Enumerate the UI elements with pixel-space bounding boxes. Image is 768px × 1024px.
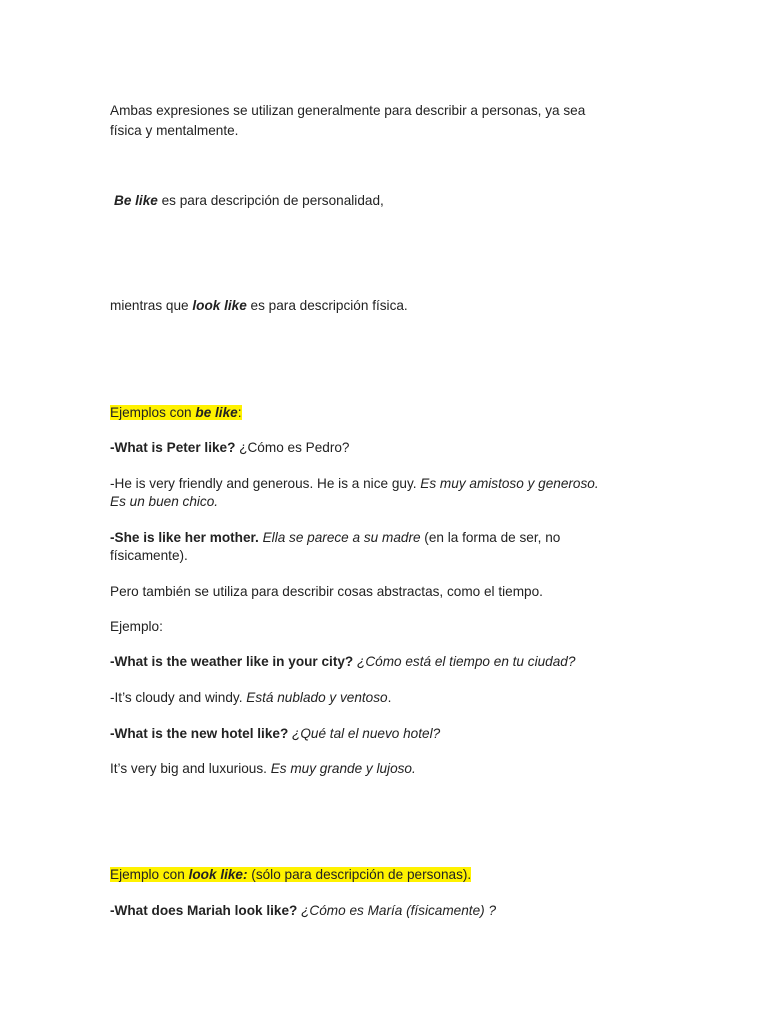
- intro-line-2: física y mentalmente.: [110, 123, 239, 138]
- look-like-description: [110, 297, 408, 315]
- example-question-2: [110, 653, 575, 671]
- sentence-en: -She is like her mother.: [110, 530, 259, 545]
- answer-en: -He is very friendly and generous. He is a nice guy.: [110, 476, 421, 491]
- be-like-description: [114, 192, 384, 210]
- abstract-note: Pero también se utiliza para describir cosas abstractas, como el tiempo.: [110, 584, 543, 599]
- question-en: -What is the new hotel like?: [110, 726, 289, 741]
- heading-term: look like:: [188, 867, 248, 882]
- question-es: ¿Cómo es María (físicamente) ?: [297, 903, 497, 918]
- answer-es: Es muy amistoso y generoso.: [420, 476, 599, 491]
- be-like-description-text: es para descripción de personalidad,: [157, 193, 384, 208]
- look-like-pre: mientras que: [110, 298, 193, 313]
- question-es: ¿Qué tal el nuevo hotel?: [288, 726, 441, 741]
- question-en: -What is the weather like in your city?: [110, 654, 354, 669]
- heading-post: :: [237, 405, 242, 420]
- look-like-term: look like: [192, 298, 247, 313]
- example-answer-1-line-2: Es un buen chico.: [110, 494, 219, 509]
- sentence-es: Ella se parece a su madre: [258, 530, 421, 545]
- be-like-examples-heading: [110, 404, 242, 422]
- example-answer-2: [110, 689, 391, 707]
- heading-term: be like: [195, 405, 238, 420]
- intro-line-1: Ambas expresiones se utilizan generalmente para describir a personas, ya sea: [110, 103, 586, 118]
- question-es: ¿Cómo está el tiempo en tu ciudad?: [353, 654, 576, 669]
- answer-es: Está nublado y ventoso: [246, 690, 388, 705]
- example-sentence-1-line-2: físicamente).: [110, 548, 188, 563]
- question-es: ¿Cómo es Pedro?: [235, 440, 350, 455]
- heading-pre: Ejemplo con: [110, 867, 189, 882]
- example-answer-1-line-1: [110, 475, 599, 493]
- heading-pre: Ejemplos con: [110, 405, 196, 420]
- example-question-3: [110, 725, 440, 743]
- question-en: -What does Mariah look like?: [110, 903, 298, 918]
- question-en: -What is Peter like?: [110, 440, 236, 455]
- look-like-question-1: [110, 902, 496, 920]
- heading-post: (sólo para descripción de personas).: [247, 867, 472, 882]
- example-answer-3: [110, 760, 416, 778]
- answer-end: .: [387, 690, 392, 705]
- example-question-1: [110, 439, 350, 457]
- be-like-term: Be like: [114, 193, 158, 208]
- answer-en: -It’s cloudy and windy.: [110, 690, 247, 705]
- look-like-description-text: es para descripción física.: [246, 298, 408, 313]
- sentence-note: (en la forma de ser, no: [420, 530, 561, 545]
- example-sentence-1-line-1: [110, 529, 560, 547]
- ejemplo-label: Ejemplo:: [110, 619, 163, 634]
- answer-es: Es muy grande y lujoso.: [270, 761, 416, 776]
- look-like-examples-heading: [110, 866, 471, 884]
- answer-en: It’s very big and luxurious.: [110, 761, 271, 776]
